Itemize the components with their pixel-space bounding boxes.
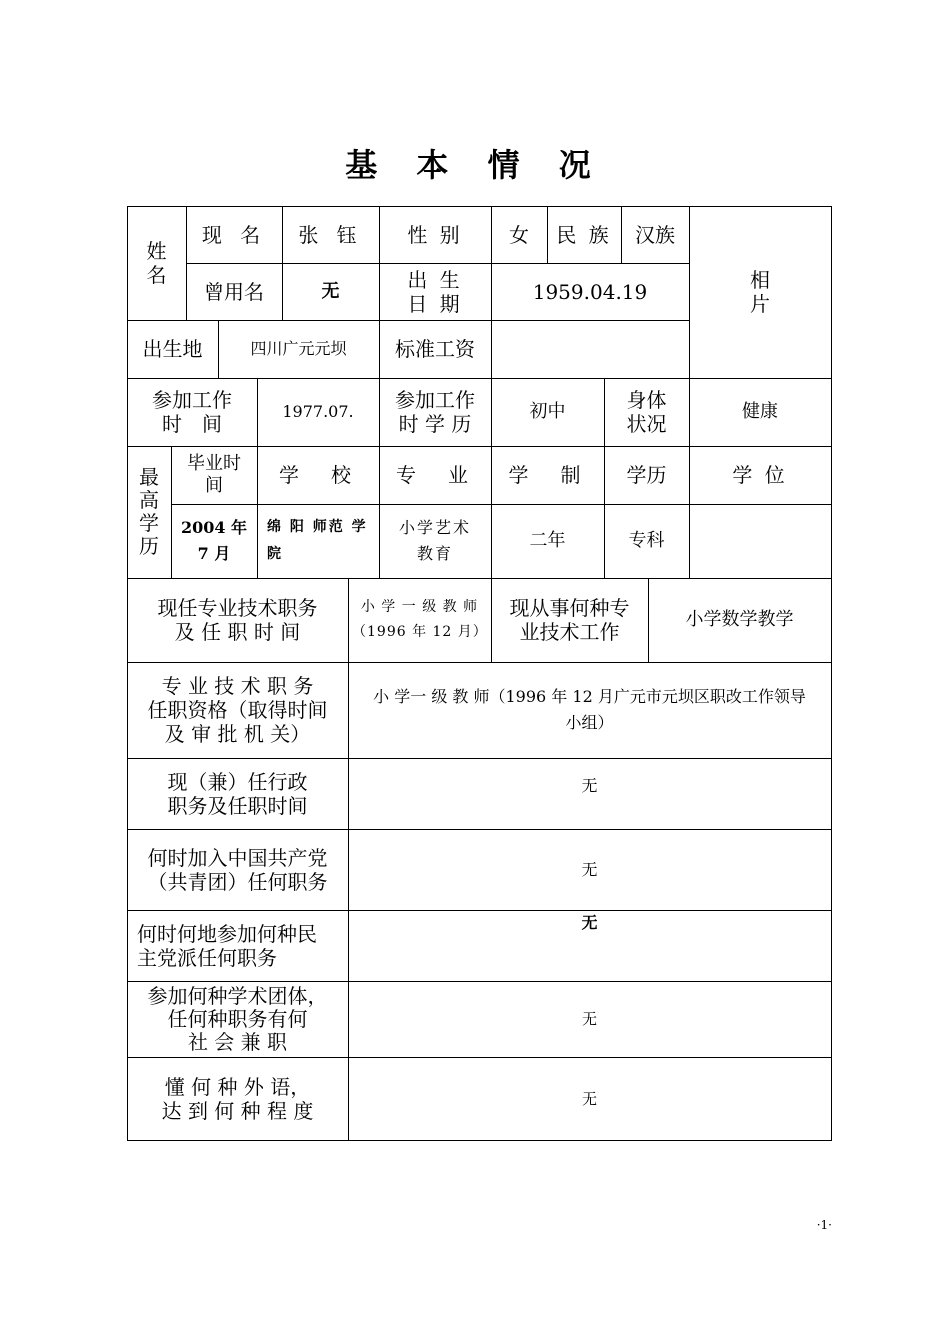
gender-value: 女 [509, 222, 529, 247]
gender-label: 性 别 [407, 222, 463, 247]
major-label: 专 业 [396, 463, 474, 487]
major-value: 小学艺术 教育 [398, 518, 471, 563]
name-label: 姓名 [146, 239, 167, 287]
ethnicity-value: 汉族 [635, 222, 675, 247]
page-title: 基 本 情 况 [345, 146, 605, 184]
graduation-time-value: 2004 年 7 月 [180, 518, 248, 563]
highest-education-label: 最高学历 [139, 465, 159, 558]
academic-groups-label: 参加何种学术团体， 任何种职务有何 社 会 兼 职 [147, 983, 328, 1054]
page-number: ·1· [816, 1218, 832, 1232]
work-start-time-value: 1977.07. [282, 402, 354, 422]
foreign-language-value: 无 [581, 1089, 597, 1108]
health-value: 健康 [742, 401, 778, 423]
academic-groups-value: 无 [581, 1010, 597, 1028]
democratic-party-label: 何时何地参加何种民 主党派任何职务 [137, 921, 317, 970]
current-work-value: 小学数学教学 [685, 609, 794, 631]
democratic-party-value: 无 [581, 913, 598, 933]
work-start-time-label: 参加工作 时 间 [152, 388, 232, 436]
current-title-label: 现任专业技术职务 及 任 职 时 间 [157, 596, 318, 644]
birth-date-label: 出 生 日 期 [407, 267, 463, 316]
foreign-language-label: 懂 何 种 外 语， 达 到 何 种 程 度 [161, 1074, 314, 1123]
birthplace-label: 出生地 [142, 337, 203, 361]
school-label: 学 校 [279, 463, 357, 487]
graduation-time-label: 毕业时 间 [187, 453, 241, 496]
title-qualification-value: 小 学一 级 教 师（1996 年 12 月广元市元坝区职改工作领导 小组） [373, 687, 806, 732]
duration-value: 二年 [529, 530, 566, 552]
admin-position-value: 无 [581, 776, 598, 796]
health-label: 身体 状况 [626, 388, 667, 436]
birth-date-value: 1959.04.19 [532, 279, 648, 304]
party-join-label: 何时加入中国共产党 （共青团）任何职务 [147, 845, 328, 894]
ethnicity-label: 民 族 [556, 222, 612, 247]
current-title-value: 小 学 一 级 教 师 （1996 年 12 月） [352, 598, 488, 640]
work-start-education-label: 参加工作 时 学 历 [395, 388, 475, 436]
degree-label: 学 位 [732, 463, 788, 487]
former-name-value: 无 [321, 280, 340, 302]
title-qualification-label: 专 业 技 术 职 务 任职资格（取得时间 及 审 批 机 关） [147, 674, 328, 746]
standard-salary-label: 标准工资 [395, 337, 475, 361]
party-join-value: 无 [581, 859, 598, 879]
current-name-value: 张 钰 [298, 222, 363, 247]
work-start-education-value: 初中 [529, 401, 566, 423]
degree-value [689, 504, 831, 578]
former-name-label: 曾用名 [204, 279, 264, 304]
degree-level-value: 专科 [628, 530, 665, 552]
school-value: 绵 阳 师范 学 院 [267, 519, 368, 562]
degree-level-label: 学历 [626, 463, 667, 487]
photo-placeholder: 相 片 [750, 268, 770, 316]
duration-label: 学 制 [508, 463, 587, 487]
admin-position-label: 现（兼）任行政 职务及任职时间 [167, 769, 308, 818]
standard-salary-value [491, 320, 689, 378]
current-work-label: 现从事何种专 业技术工作 [509, 596, 630, 644]
current-name-label: 现 名 [201, 222, 267, 247]
birthplace-value: 四川广元元坝 [250, 339, 347, 359]
